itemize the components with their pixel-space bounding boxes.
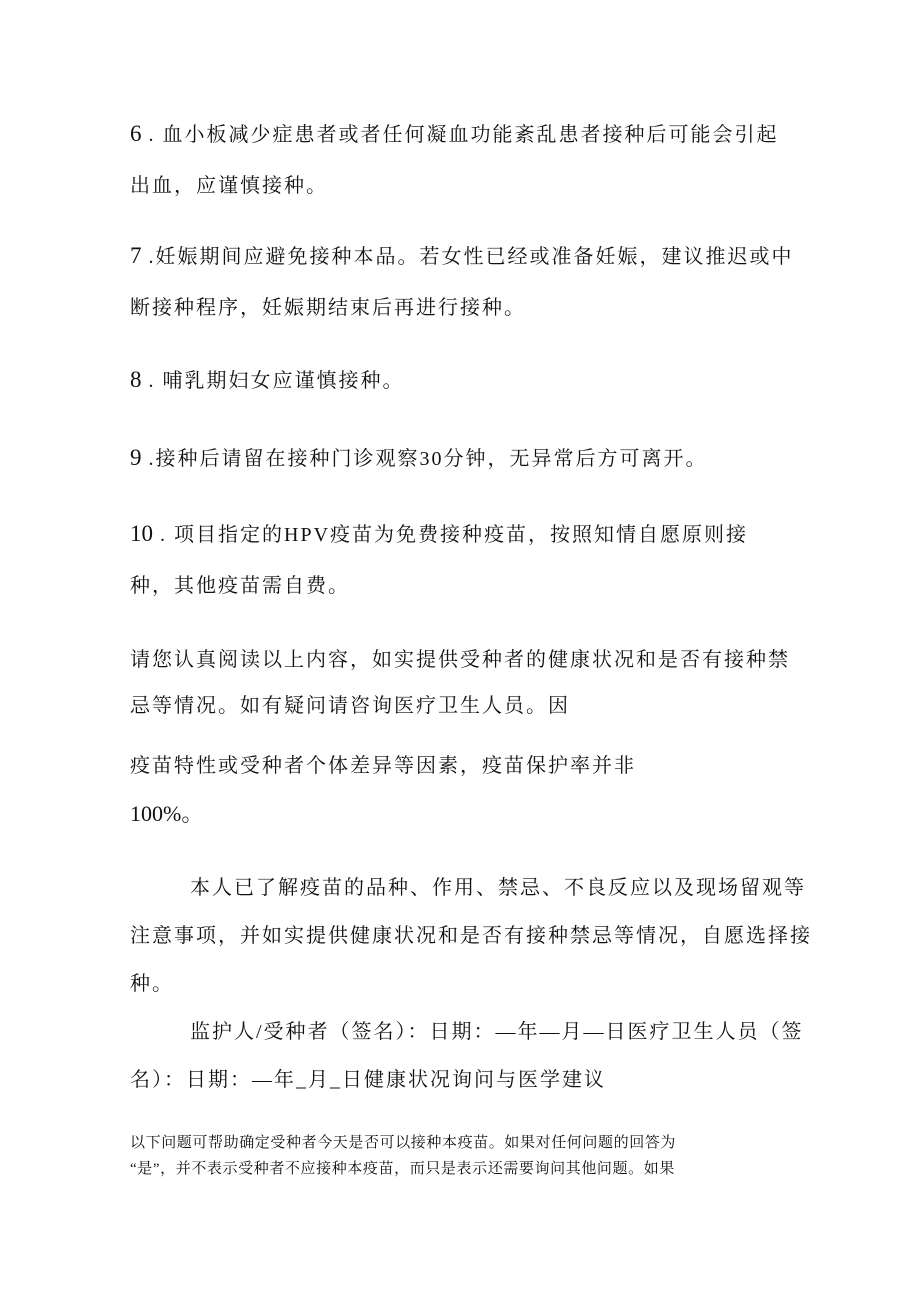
item-7-number: 7	[130, 243, 142, 268]
questions-intro-line-1: 以下问题可帮助确定受种者今天是否可以接种本疫苗。如果对任何问题的回答为	[130, 1135, 677, 1151]
item-10-text: . 项目指定的HPV疫苗为免费接种疫苗，按照知情自愿原则接	[160, 524, 749, 546]
item-10-line-2: 种，其他疫苗需自费。	[130, 575, 350, 597]
item-7-text: .妊娠期间应避免接种本品。若女性已经或准备妊娠，建议推迟或中	[148, 246, 794, 268]
item-7-line-1	[130, 242, 794, 271]
notice-line-4: 100%。	[130, 801, 204, 826]
consent-line-1: 本人已了解疫苗的品种、作用、禁忌、不良反应以及现场留观等	[190, 877, 806, 899]
item-9-text: .接种后请留在接种门诊观察30分钟，无异常后方可离开。	[148, 448, 708, 470]
consent-line-2: 注意事项，并如实提供健康状况和是否有接种禁忌等情况，自愿选择接	[130, 925, 812, 947]
item-6-number: 6	[130, 121, 142, 146]
item-10-number: 10	[130, 521, 153, 546]
item-8-line-1	[130, 366, 405, 395]
item-6-line-2: 出血，应谨慎接种。	[130, 175, 328, 197]
notice-line-3: 疫苗特性或受种者个体差异等因素，疫苗保护率并非	[130, 755, 636, 777]
signature-line-1: 监护人/受种者（签名）：日期：—年—月—日医疗卫生人员（签	[190, 1021, 804, 1043]
questions-intro-line-2: “是”，并不表示受种者不应接种本疫苗，而只是表示还需要询问其他问题。如果	[130, 1161, 675, 1177]
item-7-line-2: 断接种程序，妊娠期结束后再进行接种。	[130, 297, 526, 319]
item-9-line-1	[130, 444, 708, 473]
signature-line-2: 名）：日期：—年_月_日健康状况询问与医学建议	[130, 1069, 606, 1091]
notice-line-1: 请您认真阅读以上内容，如实提供受种者的健康状况和是否有接种禁	[130, 649, 790, 671]
item-6-line-1	[130, 120, 779, 149]
item-8-text: . 哺乳期妇女应谨慎接种。	[148, 370, 405, 392]
notice-line-2: 忌等情况。如有疑问请咨询医疗卫生人员。因	[130, 695, 570, 717]
item-9-number: 9	[130, 445, 142, 470]
item-8-number: 8	[130, 367, 142, 392]
item-10-line-1	[130, 520, 748, 549]
consent-line-3: 种。	[130, 973, 174, 995]
item-6-text: . 血小板减少症患者或者任何凝血功能紊乱患者接种后可能会引起	[148, 124, 779, 146]
